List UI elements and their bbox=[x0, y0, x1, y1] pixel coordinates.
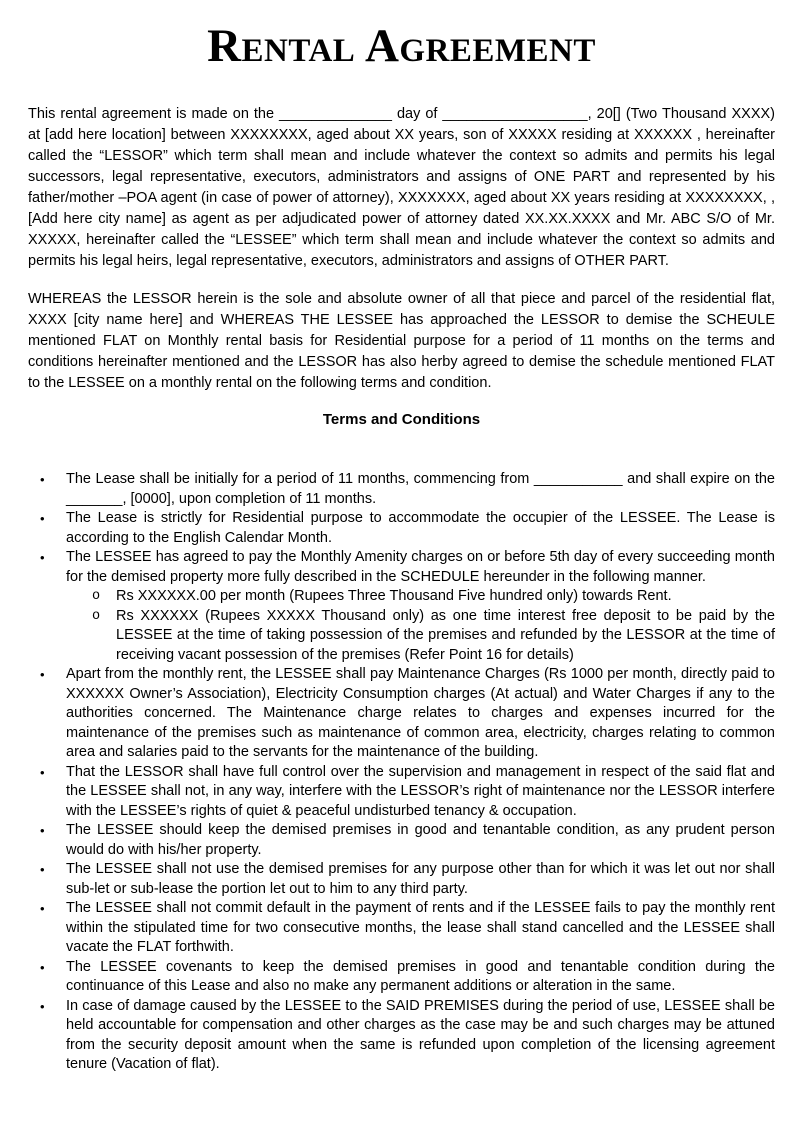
term-item-no-alterations bbox=[28, 958, 775, 997]
term-item-payment-default bbox=[28, 899, 775, 958]
bullet-icon: • bbox=[40, 472, 45, 488]
term-text: The LESSEE shall not use the demised premises for any purpose other than for which it was let out nor shall sub-let or sub-lease the portion let out to him to any third party. bbox=[66, 861, 775, 897]
term-text: The LESSEE has agreed to pay the Monthly Amenity charges on or before 5th day of every succeeding month for the demised property more fully described in the SCHEDULE hereunder in the following manner. bbox=[66, 549, 775, 585]
term-text: The LESSEE shall not commit default in the payment of rents and if the LESSEE fails to pay the monthly rent within the stipulated time for two consecutive months, the lease shall stand cancelled and the LESSEE shall vacate the FLAT forthwith. bbox=[66, 900, 775, 956]
term-item-lessor-control bbox=[28, 763, 775, 822]
term-subitem-deposit bbox=[28, 607, 775, 666]
terms-heading: Terms and Conditions bbox=[322, 411, 481, 429]
term-text: Rs XXXXXX (Rupees XXXXX Thousand only) as one time interest free deposit to be paid by the LESSEE at the time of taking possession of the premises and refunded by the LESSOR at the time of receiving vacant possession of the premises (Refer Point 16 for details) bbox=[116, 607, 775, 663]
bullet-icon: • bbox=[40, 862, 45, 878]
term-text: Apart from the monthly rent, the LESSEE shall pay Maintenance Charges (Rs 1000 per month, directly paid to XXXXXX Owner’s Association), Electricity Consumption charges (At actual) and Water Charges if any to the authorities concerned. The Maintenance charge relates to charges and expenses incurred for the maintenance of the premises such as maintenance of common area, electricity, charges relating to common area and salaries paid to the servants for the maintenance of the building. bbox=[66, 666, 775, 761]
term-item-maintenance-charges bbox=[28, 665, 775, 763]
term-item-lease-period bbox=[28, 470, 775, 509]
term-text: The Lease shall be initially for a period of 11 months, commencing from ___________ and shall expire on the _______, [0000], upon completion of 11 months. bbox=[66, 471, 775, 507]
term-item-keep-premises bbox=[28, 821, 775, 860]
term-item-no-sublet bbox=[28, 860, 775, 899]
bullet-icon: • bbox=[40, 959, 45, 975]
bullet-icon: • bbox=[40, 550, 45, 566]
bullet-icon: • bbox=[40, 511, 45, 527]
sub-bullet-icon: o bbox=[92, 608, 101, 624]
terms-list bbox=[28, 470, 775, 1075]
term-item-damage-liability bbox=[28, 997, 775, 1075]
sub-bullet-icon: o bbox=[92, 589, 101, 605]
term-text: That the LESSOR shall have full control over the supervision and management in respect of the said flat and the LESSEE shall not, in any way, interfere with the LESSOR’s right of maintenance nor the LESSOR interfere with the LESSEE’s rights of quiet & peaceful undisturbed tenancy & occupation. bbox=[66, 763, 775, 819]
bullet-icon: • bbox=[40, 764, 45, 780]
whereas-paragraph: WHEREAS the LESSOR herein is the sole and absolute owner of all that piece and parcel of the residential flat, XXXX [city name here] and WHEREAS THE LESSEE has approached the LESSOR to demise the SCHEULE mentioned FLAT on Monthly rental basis for Residential purpose for a period of 11 months on the terms and conditions hereinafter mentioned and the LESSOR has also herby agreed to demise the schedule mentioned FLAT to the LESSEE on a monthly rental on the following terms and condition. bbox=[28, 291, 775, 392]
term-text: Rs XXXXXX.00 per month (Rupees Three Thousand Five hundred only) towards Rent. bbox=[116, 588, 672, 605]
term-text: The LESSEE covenants to keep the demised premises in good and tenantable condition during the continuance of this Lease and also no make any permanent additions or alteration in the same. bbox=[66, 958, 775, 995]
term-text: In case of damage caused by the LESSEE to the SAID PREMISES during the period of use, LESSEE shall be held accountable for compensation and other charges as the case may be and such charges may be attuned from the security deposit amount when the same is refunded upon completion of the licensing agreement tenure (Vacation of flat). bbox=[66, 997, 775, 1073]
term-item-residential-purpose bbox=[28, 509, 775, 548]
term-subitem-rent-amount bbox=[28, 587, 775, 607]
bullet-icon: • bbox=[40, 901, 45, 917]
bullet-icon: • bbox=[40, 823, 45, 839]
term-text: The Lease is strictly for Residential purpose to accommodate the occupier of the LESSEE. The Lease is according to the English Calendar Month. bbox=[66, 510, 775, 546]
term-text: The LESSEE should keep the demised premises in good and tenantable condition, as any prudent person would do with his/her property. bbox=[66, 822, 775, 858]
bullet-icon: • bbox=[40, 998, 45, 1014]
bullet-icon: • bbox=[40, 667, 45, 683]
term-item-monthly-amenity-charges bbox=[28, 548, 775, 587]
document-title: Rental Agreement bbox=[207, 20, 596, 72]
intro-paragraph: This rental agreement is made on the ______________ day of __________________, 20[] (Two Thousand XXXX) at [add here location] between XXXXXXXX, aged about XX years, son of XXXXX residing at XXXXXX , hereinafter called the “LESSOR” which term shall mean and include whatever the context so admits and permits his legal successors, legal representative, executors, administrators and assigns of ONE PART and represented by his father/mother –POA agent (in case of power of attorney), XXXXXXX, aged about XX years residing at XXXXXXXX, , [Add here city name] as agent as per adjudicated power of attorney dated XX.XX.XXXX and Mr. ABC S/O of Mr. XXXXX, hereinafter called the “LESSEE” which term shall mean and include whatever the context so admits and permits his legal heirs, legal representative, executors, administrators and assigns of OTHER PART. bbox=[28, 106, 775, 270]
